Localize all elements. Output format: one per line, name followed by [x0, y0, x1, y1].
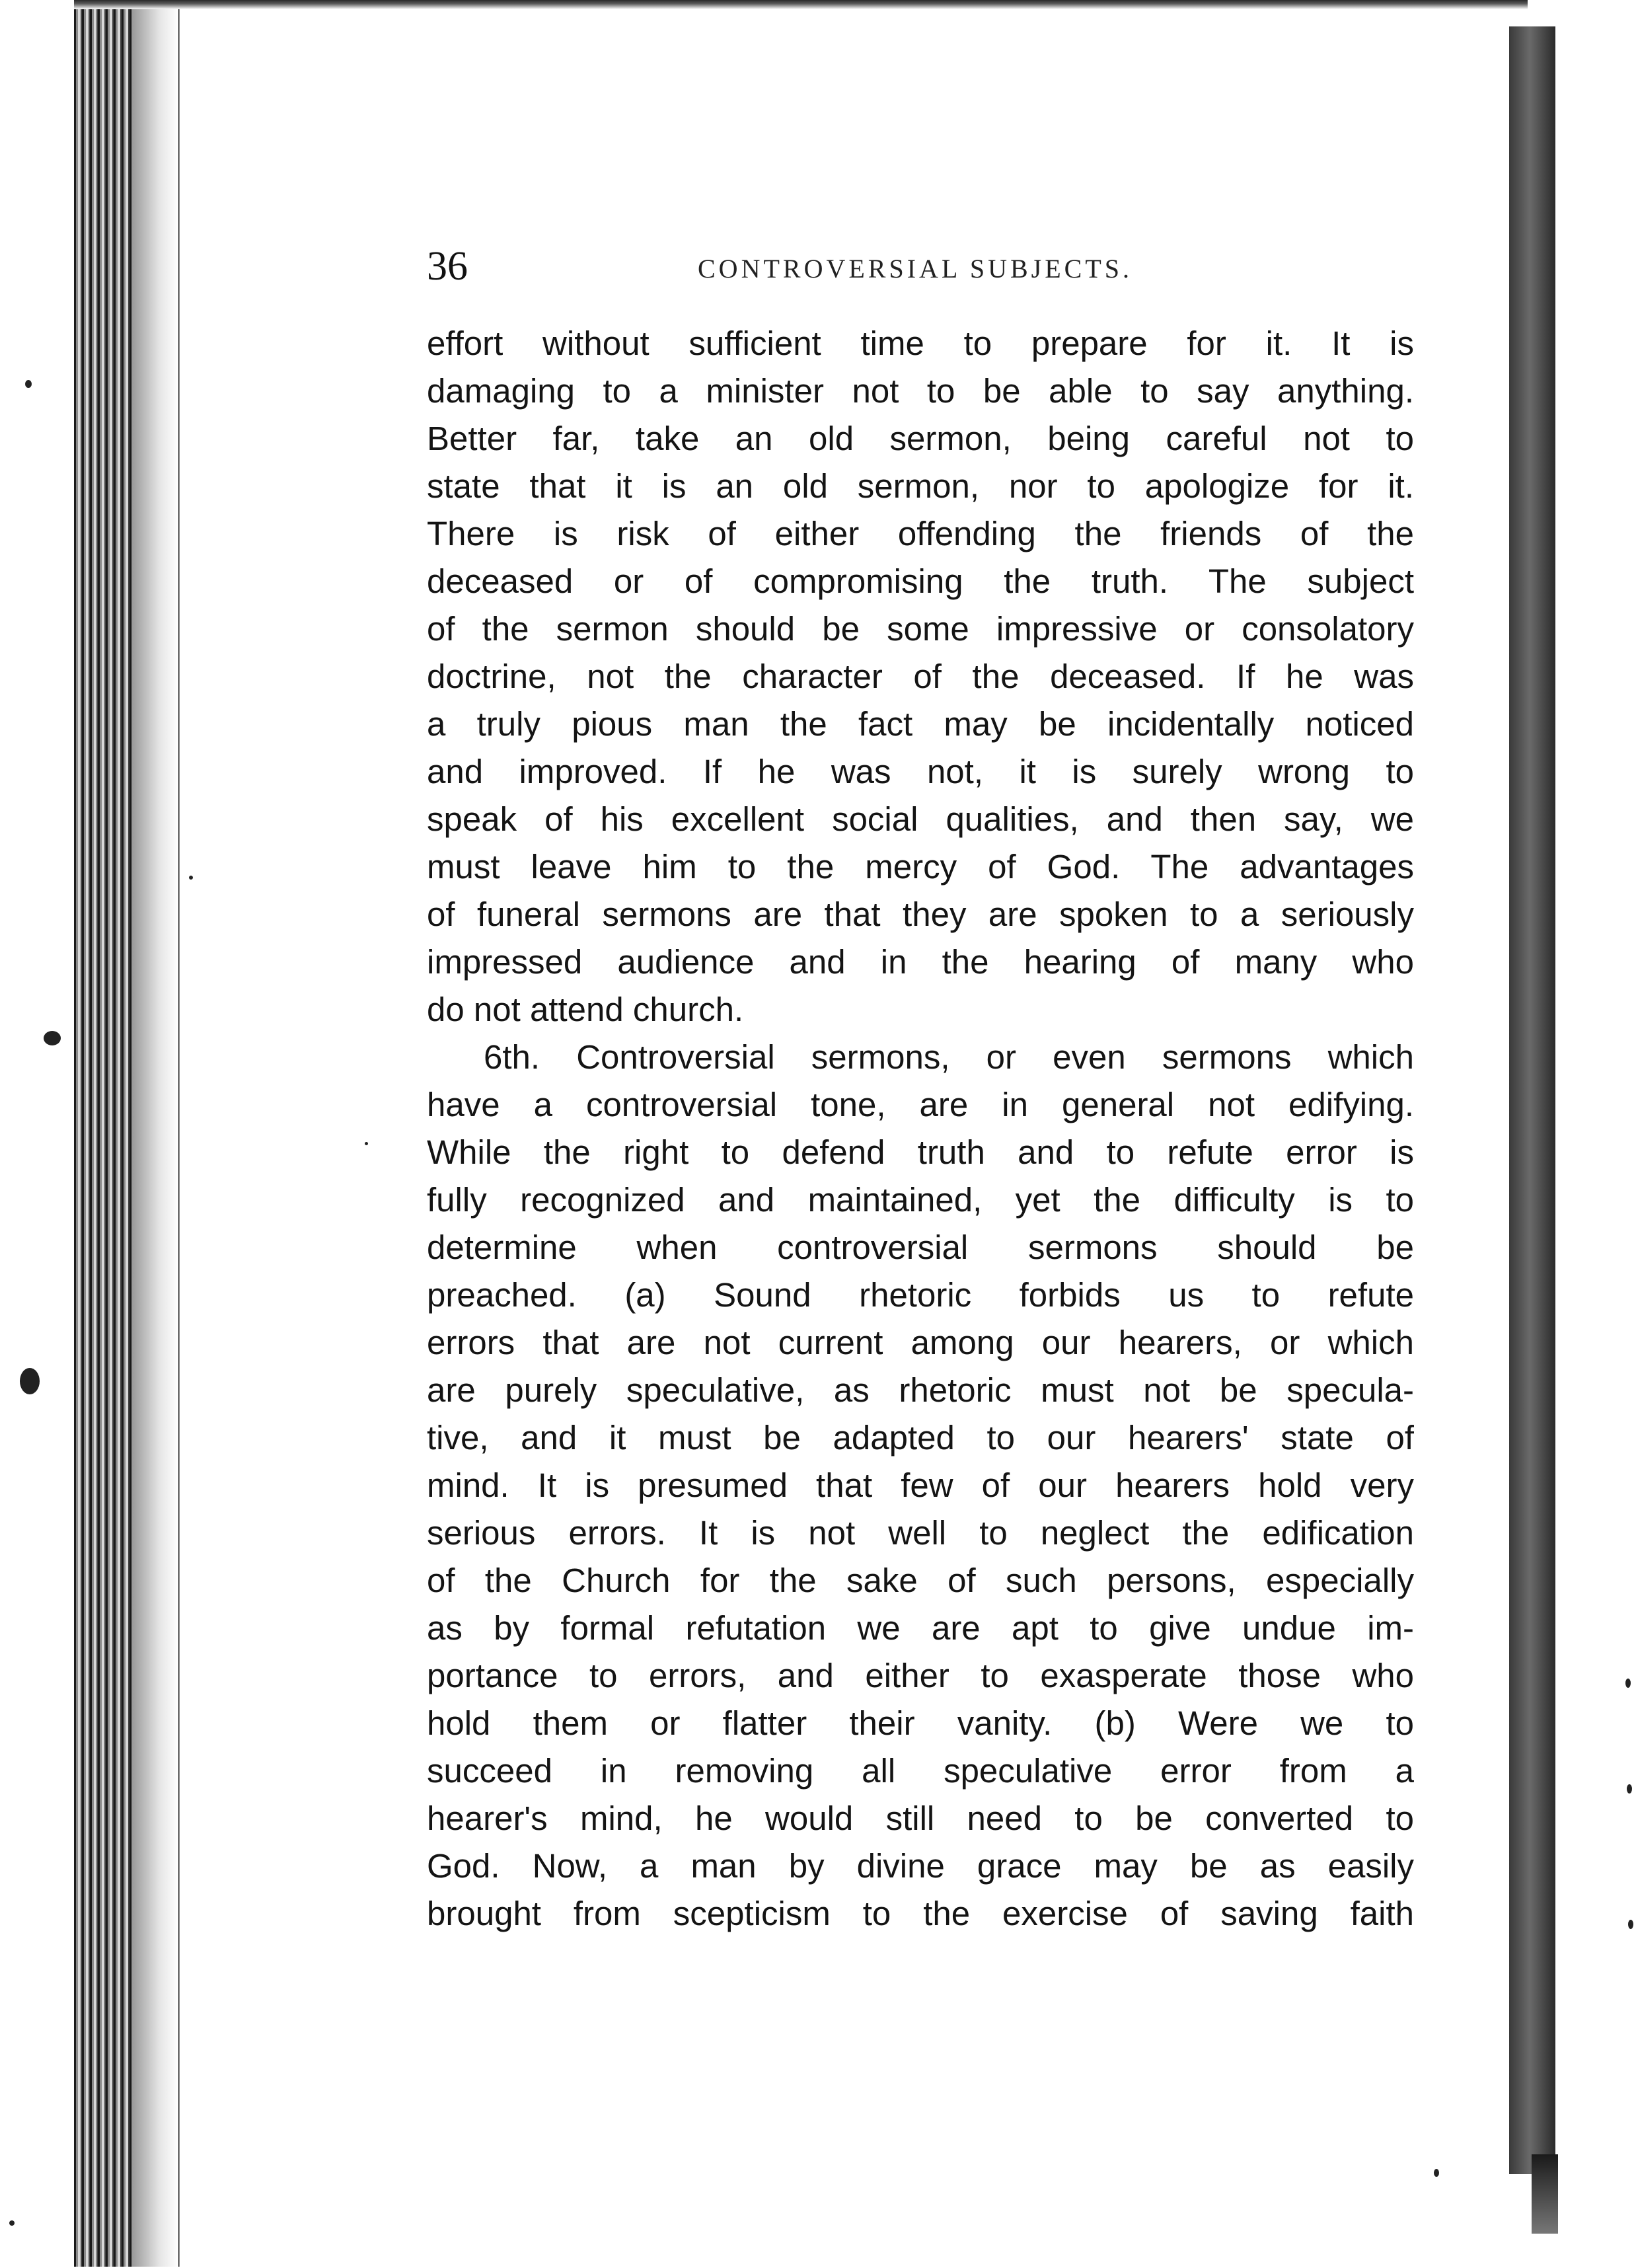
text-line: tive, and it must be adapted to our hearers' state of	[427, 1419, 1414, 1456]
body-text	[427, 320, 1414, 1938]
right-page-edge	[1509, 26, 1555, 2174]
scan-speck	[1625, 1679, 1631, 1688]
text-line: of the Church for the sake of such persons, especially	[427, 1562, 1414, 1599]
text-line: a truly pious man the fact may be incidentally noticed	[427, 705, 1414, 743]
scan-speck	[44, 1031, 61, 1045]
running-head: CONTROVERSIAL SUBJECTS.	[698, 254, 1133, 284]
paragraph-start-line: 6th. Controversial sermons, or even sermons which	[484, 1038, 1414, 1076]
text-line: state that it is an old sermon, nor to apologize for it.	[427, 467, 1414, 505]
top-page-edge	[74, 0, 1528, 9]
scan-speck	[9, 2220, 15, 2226]
scan-speck	[1627, 1784, 1632, 1794]
text-line: damaging to a minister not to be able to say anything.	[427, 372, 1414, 410]
text-line: as by formal refutation we are apt to give undue im-	[427, 1609, 1414, 1647]
text-line: Better far, take an old sermon, being careful not to	[427, 420, 1414, 457]
text-line: deceased or of compromising the truth. The subject	[427, 562, 1414, 600]
text-line: errors that are not current among our hearers, or which	[427, 1324, 1414, 1361]
text-line: hold them or flatter their vanity. (b) Were we to	[427, 1704, 1414, 1742]
scan-speck	[25, 380, 32, 388]
text-line: God. Now, a man by divine grace may be as easily	[427, 1847, 1414, 1885]
scan-speck	[1434, 2169, 1439, 2177]
paragraph-end-line: do not attend church.	[427, 991, 744, 1028]
text-line: hearer's mind, he would still need to be converted to	[427, 1799, 1414, 1837]
text-line: of funeral sermons are that they are spoken to a seriously	[427, 895, 1414, 933]
right-page-edge-shadow	[1532, 2154, 1558, 2234]
text-line: mind. It is presumed that few of our hearers hold very	[427, 1466, 1414, 1504]
text-line: While the right to defend truth and to refute error is	[427, 1133, 1414, 1171]
text-line: There is risk of either offending the friends of the	[427, 515, 1414, 552]
text-line: are purely speculative, as rhetoric must not be specula-	[427, 1371, 1414, 1409]
text-line: succeed in removing all speculative error from a	[427, 1752, 1414, 1790]
text-line: effort without sufficient time to prepare for it. It is	[427, 324, 1414, 362]
scan-speck	[20, 1368, 40, 1394]
text-line: portance to errors, and either to exasperate those who	[427, 1657, 1414, 1694]
text-line: brought from scepticism to the exercise of saving faith	[427, 1895, 1414, 1932]
scan-speck	[365, 1142, 368, 1145]
text-line: speak of his excellent social qualities, and then say, we	[427, 800, 1414, 838]
text-line: and improved. If he was not, it is surely wrong to	[427, 753, 1414, 790]
scan-speck	[1628, 1920, 1633, 1929]
binding-shadow	[132, 0, 178, 2267]
page-number: 36	[427, 244, 468, 289]
page-header	[427, 238, 1418, 297]
text-line: doctrine, not the character of the deceased. If he was	[427, 658, 1414, 695]
text-line: fully recognized and maintained, yet the difficulty is to	[427, 1181, 1414, 1219]
text-line: must leave him to the mercy of God. The advantages	[427, 848, 1414, 886]
text-line: have a controversial tone, are in general not edifying.	[427, 1086, 1414, 1123]
text-line: determine when controversial sermons should be	[427, 1228, 1414, 1266]
text-line: of the sermon should be some impressive or consolatory	[427, 610, 1414, 648]
text-line: serious errors. It is not well to neglect the edification	[427, 1514, 1414, 1552]
text-line: preached. (a) Sound rhetoric forbids us to refute	[427, 1276, 1414, 1314]
scan-speck	[189, 876, 193, 880]
text-line: impressed audience and in the hearing of many who	[427, 943, 1414, 981]
